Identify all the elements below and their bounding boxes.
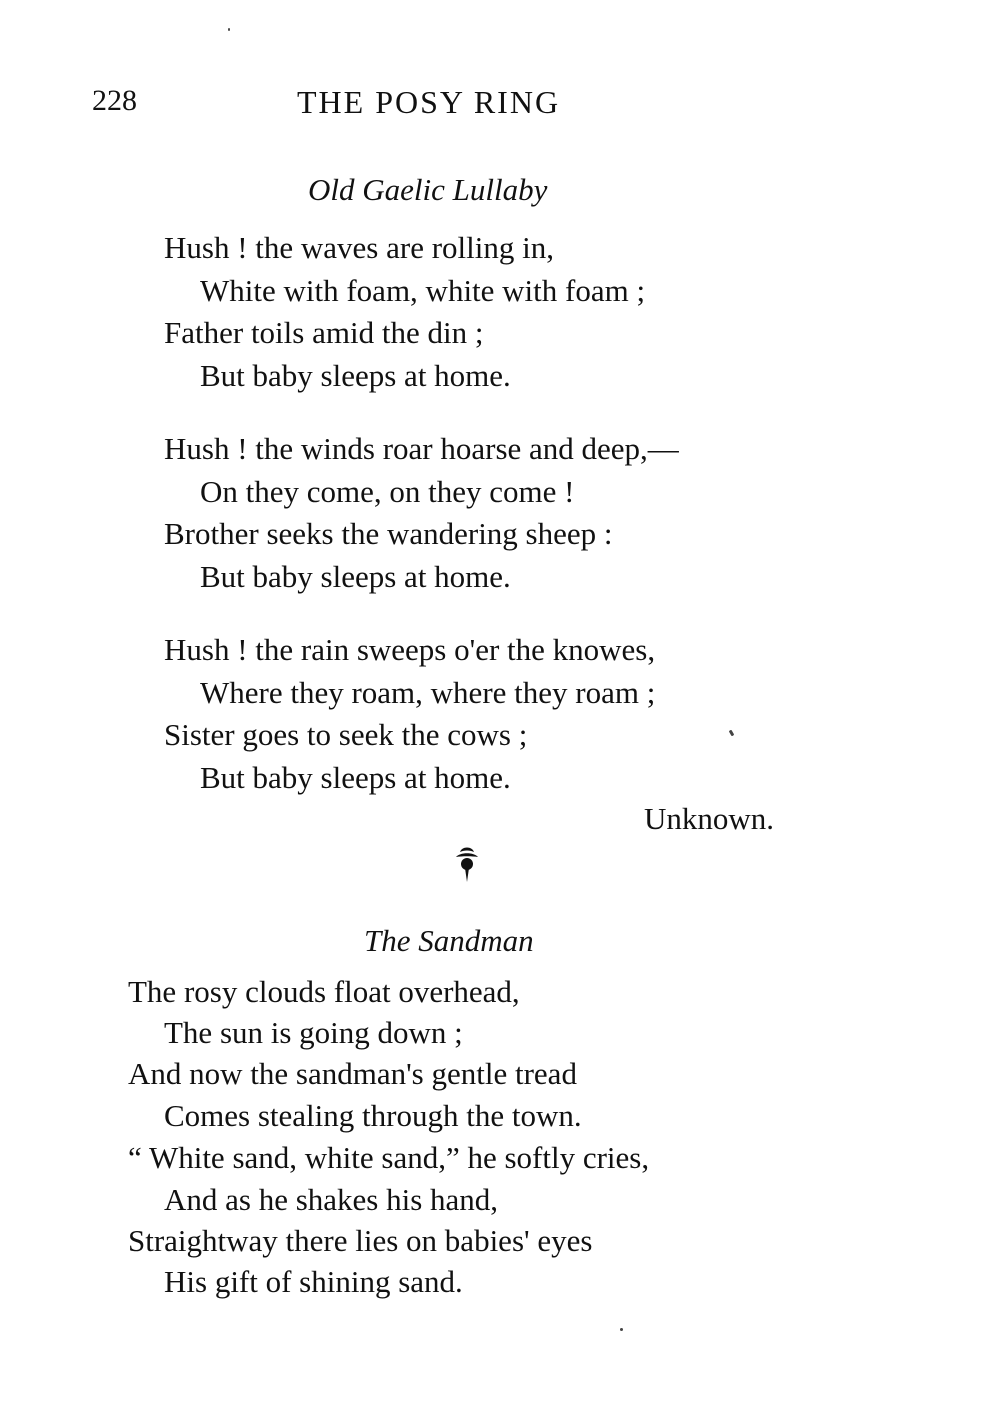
poem-line: The rosy clouds float overhead, [128, 974, 520, 1009]
poem-line: “ White sand, white sand,” he softly cries, [128, 1140, 650, 1175]
poem-line: Comes stealing through the town. [164, 1098, 582, 1133]
scan-speck [620, 1328, 623, 1331]
poem-title: Old Gaelic Lullaby [308, 172, 548, 207]
poem-line: Where they roam, where they roam ; [200, 675, 656, 710]
poem-line: White with foam, white with foam ; [200, 273, 646, 308]
scan-speck [729, 730, 735, 737]
poem-line: But baby sleeps at home. [200, 760, 511, 795]
page-number: 228 [92, 84, 137, 117]
poem-line: Hush ! the rain sweeps o'er the knowes, [164, 632, 656, 667]
fleuron-icon [452, 844, 482, 884]
running-title: THE POSY RING [297, 84, 561, 120]
running-header [92, 84, 732, 128]
poem-line: But baby sleeps at home. [200, 559, 511, 594]
attribution: Unknown. [644, 801, 775, 836]
poem-line: Straightway there lies on babies' eyes [128, 1223, 593, 1258]
scan-speck [228, 28, 230, 31]
poem-line: On they come, on they come ! [200, 474, 575, 509]
poem-line: Sister goes to seek the cows ; [164, 717, 528, 752]
poem-line: But baby sleeps at home. [200, 358, 511, 393]
poem-line: And as he shakes his hand, [164, 1182, 499, 1217]
poem-line: Hush ! the winds roar hoarse and deep,— [164, 431, 679, 466]
poem-title: The Sandman [364, 923, 534, 958]
poem-line: Father toils amid the din ; [164, 315, 484, 350]
poem-line: Hush ! the waves are rolling in, [164, 230, 554, 265]
poem-line: Brother seeks the wandering sheep : [164, 516, 613, 551]
poem-line: His gift of shining sand. [164, 1264, 463, 1299]
poem-line: And now the sandman's gentle tread [128, 1056, 577, 1091]
poem-line: The sun is going down ; [164, 1015, 463, 1050]
